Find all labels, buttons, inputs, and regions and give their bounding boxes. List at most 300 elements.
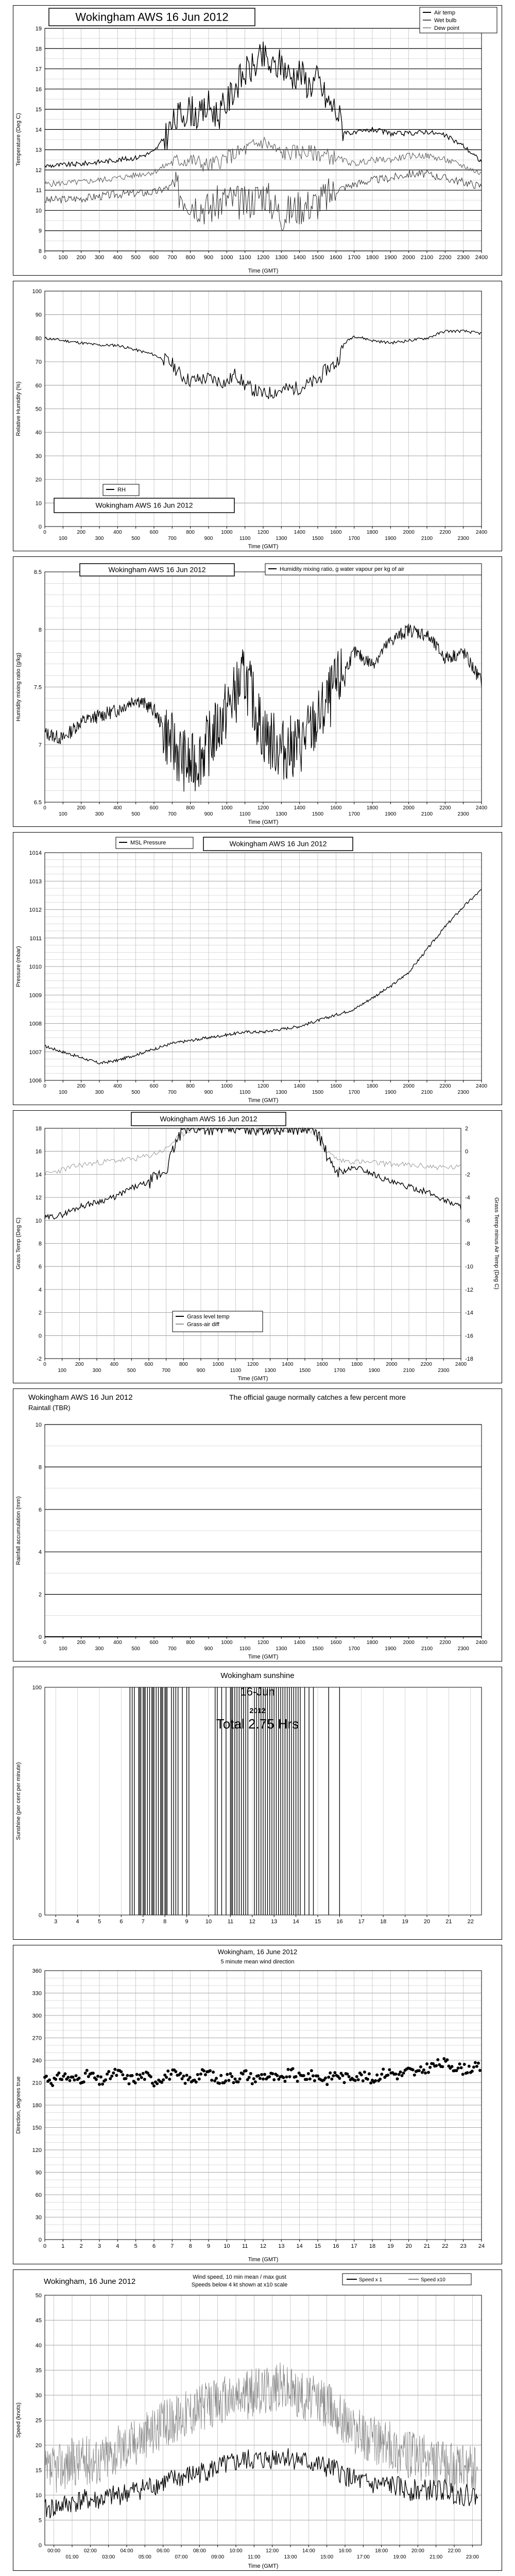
wind-direction-point (209, 2069, 212, 2072)
wind-direction-point (254, 2080, 257, 2083)
wind-direction-point (85, 2069, 89, 2072)
y-tick-label: 5 (38, 2517, 42, 2524)
wind-direction-point (181, 2077, 184, 2080)
x-tick-label: 400 (113, 1083, 122, 1089)
wind-direction-point (113, 2068, 116, 2071)
wind-direction-point (348, 2075, 351, 2078)
y-tick-label: 6.5 (33, 800, 42, 806)
wind-direction-point (75, 2074, 78, 2077)
x-tick-label: 1900 (385, 811, 397, 817)
x-tick-label: 0 (43, 1362, 46, 1367)
x-tick-label: 1100 (239, 1090, 251, 1095)
y-tick-label: 210 (32, 2080, 42, 2087)
x-tick-label: 1800 (366, 1640, 379, 1646)
x-tick-label: 2300 (457, 811, 469, 817)
y-tick-label: 8 (38, 626, 42, 633)
wind-direction-point (210, 2079, 213, 2082)
wind-direction-point (140, 2076, 143, 2079)
y-tick-label: 100 (32, 289, 42, 295)
wind-direction-point (227, 2079, 230, 2082)
x-tick-label: 20 (405, 2243, 412, 2249)
wind-direction-point (296, 2080, 299, 2083)
y-tick-label: 18 (35, 46, 42, 53)
wind-direction-point (399, 2071, 402, 2074)
wind-direction-point (185, 2074, 188, 2077)
y-tick-label: 19 (35, 26, 42, 32)
wind-direction-point (165, 2076, 168, 2079)
wind-direction-point (107, 2070, 110, 2073)
wind-direction-point (168, 2078, 171, 2081)
wind-direction-point (263, 2073, 266, 2076)
x-tick-label: 400 (113, 255, 123, 261)
y-tick-label: 12 (35, 167, 42, 174)
x-tick-label: 300 (95, 536, 104, 541)
x-tick-label: 900 (204, 811, 213, 817)
y2-tick-label: -8 (465, 1241, 470, 1247)
x-tick-label: 1700 (334, 1368, 346, 1374)
x-tick-label: 0 (43, 805, 46, 811)
x-tick-label: 1200 (257, 1083, 269, 1089)
y-tick-label: 30 (35, 2214, 42, 2221)
x-tick-label: 20 (423, 1919, 431, 1925)
wind-direction-point (215, 2077, 218, 2080)
x-tick-label: 2100 (421, 811, 433, 817)
wind-direction-point (411, 2069, 415, 2072)
x-tick-label: 200 (77, 805, 86, 811)
y-tick-label: 180 (32, 2103, 42, 2109)
wind-direction-point (325, 2083, 329, 2086)
wind-direction-point (119, 2070, 123, 2073)
x-tick-label: 6 (152, 2243, 156, 2249)
x-tick-label: 1800 (366, 1083, 379, 1089)
x-tick-label: 22:00 (448, 2548, 461, 2554)
y-tick-label: 300 (32, 2013, 42, 2019)
y-tick-label: 1010 (29, 964, 42, 970)
wind-direction-point (386, 2074, 389, 2077)
x-tick-label: 2300 (457, 1090, 469, 1095)
wind-direction-point (268, 2075, 271, 2078)
y2-tick-label: -2 (465, 1172, 470, 1178)
x-tick-label: 1100 (230, 1368, 242, 1374)
x-tick-label: 19 (402, 1919, 408, 1925)
x-tick-label: 5 (134, 2243, 138, 2249)
wind-direction-point (51, 2084, 54, 2087)
chart-title: Wokingham AWS 16 Jun 2012 (28, 1393, 133, 1402)
wind-direction-point (68, 2079, 72, 2082)
x-tick-label: 2400 (475, 1640, 488, 1646)
wind-direction-point (324, 2076, 327, 2079)
wind-direction-point (402, 2072, 405, 2075)
wind-direction-point (169, 2073, 173, 2076)
wind-direction-point (380, 2073, 383, 2076)
y-tick-label: 20 (35, 477, 42, 483)
x-tick-label: 300 (95, 811, 104, 817)
chart-note: The official gauge normally catches a few percent more (229, 1393, 406, 1401)
x-tick-label: 1300 (276, 1646, 287, 1652)
x-tick-label: 1100 (239, 536, 251, 541)
x-tick-label: 500 (131, 536, 141, 541)
x-axis-label: Time (GMT) (248, 2563, 279, 2569)
wind-direction-point (252, 2077, 255, 2080)
x-tick-label: 1000 (221, 805, 233, 811)
x-tick-label: 0 (43, 1083, 46, 1089)
wind-direction-point (374, 2079, 377, 2082)
wind-direction-point (468, 2065, 471, 2068)
y-tick-label: 35 (35, 2367, 42, 2374)
x-tick-label: 2400 (475, 530, 488, 535)
wind-direction-point (276, 2074, 279, 2077)
x-tick-label: 100 (58, 811, 67, 817)
x-tick-label: 1200 (247, 1362, 259, 1367)
x-tick-label: 7 (170, 2243, 174, 2249)
wind-direction-point (388, 2068, 391, 2071)
wind-direction-point (188, 2076, 192, 2079)
wind-direction-point (474, 2061, 477, 2064)
x-tick-label: 13 (278, 2243, 285, 2249)
wind-direction-point (121, 2073, 124, 2076)
y-tick-label: 1008 (29, 1021, 42, 1027)
x-tick-label: 1400 (293, 255, 306, 261)
wind-direction-point (288, 2075, 291, 2078)
x-tick-label: 13:00 (284, 2554, 297, 2560)
x-tick-label: 700 (162, 1368, 171, 1374)
y-tick-label: 50 (35, 406, 42, 413)
wind-direction-point (355, 2075, 358, 2078)
x-tick-label: 18 (380, 1919, 387, 1925)
x-tick-label: 9 (185, 1919, 188, 1925)
wind-direction-point (99, 2075, 102, 2078)
y-tick-label: 1011 (29, 935, 42, 942)
x-tick-label: 1900 (385, 1090, 397, 1095)
y-tick-label: 1006 (29, 1078, 42, 1084)
x-tick-label: 7 (141, 1919, 145, 1925)
wind-direction-point (134, 2081, 137, 2084)
x-axis-label: Time (GMT) (248, 1097, 279, 1104)
x-tick-label: 06:00 (157, 2548, 170, 2554)
wind-direction-point (179, 2072, 182, 2075)
y2-tick-label: -6 (465, 1217, 470, 1224)
x-tick-label: 16 (333, 2243, 339, 2249)
y-tick-label: 30 (35, 453, 42, 460)
wind-direction-point (458, 2062, 461, 2065)
x-tick-label: 1100 (239, 811, 251, 817)
wind-direction-point (156, 2082, 159, 2085)
wind-direction-point (137, 2078, 140, 2081)
x-tick-label: 21 (423, 2243, 431, 2249)
chart-subtitle: Wind speed, 10 min mean / max gust (193, 2274, 286, 2280)
x-tick-label: 1700 (348, 1090, 360, 1095)
wind-direction-point (202, 2070, 205, 2073)
y-tick-label: 240 (32, 2058, 42, 2064)
chart-title: Wokingham AWS 16 Jun 2012 (229, 839, 327, 848)
x-tick-label: 2000 (402, 255, 415, 261)
x-tick-label: 1000 (212, 1362, 224, 1367)
wind-direction-point (234, 2077, 237, 2080)
x-tick-label: 18 (369, 2243, 376, 2249)
y-tick-label: 270 (32, 2035, 42, 2042)
x-tick-label: 2100 (421, 1090, 433, 1095)
x-tick-label: 400 (110, 1362, 119, 1367)
wind-direction-point (445, 2058, 449, 2061)
x-tick-label: 1000 (220, 255, 233, 261)
y-tick-label: 2 (38, 1310, 42, 1316)
chart-title: Wokingham AWS 16 Jun 2012 (108, 565, 206, 574)
x-tick-label: 1300 (276, 1090, 287, 1095)
x-tick-label: 1900 (384, 255, 397, 261)
y-tick-label: 9 (38, 228, 42, 234)
x-tick-label: 5 (97, 1919, 101, 1925)
x-tick-label: 500 (131, 255, 141, 261)
x-tick-label: 23:00 (466, 2554, 479, 2560)
x-tick-label: 900 (204, 1090, 213, 1095)
y-tick-label: 10 (35, 1217, 42, 1224)
y-tick-label: 17 (35, 66, 42, 73)
x-tick-label: 21 (445, 1919, 452, 1925)
panel-frame (13, 1389, 502, 1662)
x-tick-label: 4 (116, 2243, 119, 2249)
wind-direction-point (78, 2077, 81, 2080)
x-tick-label: 900 (204, 1646, 213, 1652)
wind-direction-point (413, 2074, 416, 2077)
wind-direction-point (435, 2064, 438, 2067)
x-tick-label: 2100 (420, 255, 434, 261)
x-tick-label: 1100 (239, 1646, 251, 1652)
x-tick-label: 1200 (257, 805, 269, 811)
wind-direction-point (329, 2072, 332, 2075)
y-tick-label: 1009 (29, 992, 42, 999)
y-tick-label: 90 (35, 2170, 42, 2176)
y2-axis-label: Grass Temp minus Air Temp (Deg C) (493, 1197, 500, 1290)
y2-tick-label: -18 (465, 1356, 473, 1362)
y2-tick-label: 0 (465, 1148, 469, 1155)
temperature-chart (13, 5, 502, 276)
wind-direction-point (212, 2071, 215, 2074)
wind-direction-point (362, 2079, 365, 2082)
wind-direction-point (466, 2071, 469, 2074)
wind-direction-point (418, 2069, 421, 2072)
wind-direction-point (312, 2074, 315, 2077)
x-tick-label: 1400 (294, 805, 305, 811)
x-tick-label: 2000 (403, 805, 415, 811)
wind-direction-point (112, 2072, 115, 2075)
wind-direction-point (54, 2078, 57, 2081)
wind-direction-point (463, 2063, 466, 2066)
wind-direction-point (174, 2070, 177, 2073)
x-tick-label: 3 (54, 1919, 58, 1925)
legend-label: Speed x10 (421, 2277, 445, 2283)
wind-direction-point (126, 2074, 129, 2077)
x-tick-label: 19 (387, 2243, 394, 2249)
x-tick-label: 20:00 (411, 2548, 424, 2554)
x-tick-label: 1900 (385, 1646, 397, 1652)
x-tick-label: 2300 (457, 1646, 469, 1652)
x-tick-label: 16 (336, 1919, 343, 1925)
wind-direction-point (338, 2077, 341, 2080)
y-axis-label: Relative Humidity (%) (15, 381, 22, 436)
x-tick-label: 0 (43, 1640, 46, 1646)
x-tick-label: 2200 (439, 255, 452, 261)
wind-direction-point (305, 2078, 308, 2081)
x-tick-label: 300 (94, 255, 105, 261)
wind-direction-point (109, 2077, 112, 2080)
x-tick-label: 1600 (330, 1083, 342, 1089)
y-axis-label: Humidity mixing ratio (g/kg) (15, 652, 22, 722)
x-tick-label: 800 (186, 805, 195, 811)
chart-title: Wokingham AWS 16 Jun 2012 (95, 501, 193, 510)
x-tick-label: 1300 (275, 255, 288, 261)
x-tick-label: 1000 (221, 1083, 233, 1089)
y-tick-label: 50 (35, 2293, 42, 2299)
x-tick-label: 12 (249, 1919, 255, 1925)
x-tick-label: 14 (293, 1919, 299, 1925)
y2-tick-label: -10 (465, 1264, 473, 1270)
wind-direction-point (251, 2082, 254, 2086)
x-tick-label: 1200 (256, 255, 270, 261)
x-tick-label: 1300 (276, 811, 287, 817)
y-axis-label: Speed (knots) (15, 2402, 22, 2438)
x-tick-label: 3 (97, 2243, 101, 2249)
x-tick-label: 800 (186, 1083, 195, 1089)
wind-direction-point (195, 2080, 198, 2083)
x-tick-label: 01:00 (65, 2554, 79, 2560)
wind-direction-point (199, 2073, 202, 2076)
x-tick-label: 2000 (403, 530, 415, 535)
wind-direction-point (460, 2066, 463, 2070)
y2-tick-label: -14 (465, 1310, 473, 1316)
x-tick-label: 2400 (455, 1362, 467, 1367)
wind-direction-point (363, 2071, 366, 2074)
x-tick-label: 11:00 (248, 2554, 261, 2560)
wind-direction-point (441, 2065, 444, 2068)
wind-direction-point (295, 2075, 298, 2078)
wind-direction-point (128, 2082, 131, 2086)
wind-direction-point (166, 2070, 169, 2073)
x-tick-label: 2200 (420, 1362, 432, 1367)
y-tick-label: 7.5 (33, 684, 42, 691)
wind-direction-point (427, 2071, 430, 2074)
y-tick-label: 4 (38, 1549, 42, 1556)
wind-direction-point (95, 2078, 98, 2081)
x-tick-label: 300 (95, 1090, 104, 1095)
x-axis-label: Time (GMT) (237, 1376, 268, 1382)
wind-direction-point (396, 2077, 399, 2080)
y-tick-label: 60 (35, 2192, 42, 2198)
wind-direction-point (472, 2065, 475, 2069)
wind-direction-point (184, 2082, 187, 2085)
x-tick-label: 15 (314, 1919, 321, 1925)
y-tick-label: 0 (38, 524, 42, 530)
wind-direction-point (291, 2067, 295, 2070)
x-tick-label: 16:00 (338, 2548, 352, 2554)
wind-direction-point (442, 2057, 445, 2060)
y-tick-label: 330 (32, 1990, 42, 1997)
x-tick-label: 11 (227, 1919, 234, 1925)
y-tick-label: 10 (35, 208, 42, 214)
wind-direction-point (151, 2082, 154, 2085)
x-tick-label: 13 (271, 1919, 278, 1925)
wind-direction-point (333, 2071, 336, 2074)
x-tick-label: 2200 (439, 530, 451, 535)
x-tick-label: 15:00 (320, 2554, 334, 2560)
y-tick-label: 1012 (29, 907, 42, 913)
x-tick-label: 1 (61, 2243, 65, 2249)
x-tick-label: 500 (127, 1368, 136, 1374)
x-tick-label: 100 (58, 1090, 67, 1095)
chart-title: Wokingham, 16 June 2012 (44, 2277, 136, 2286)
wind-direction-point (262, 2077, 265, 2080)
y-tick-label: 40 (35, 2343, 42, 2349)
y-tick-label: 100 (32, 1685, 42, 1691)
wind-direction-point (198, 2077, 201, 2080)
wind-direction-point (283, 2080, 286, 2083)
y-tick-label: 15 (35, 107, 42, 113)
wind-direction-point (422, 2069, 425, 2072)
wind-direction-point (401, 2074, 404, 2077)
x-tick-label: 600 (149, 530, 159, 535)
legend-label: Humidity mixing ratio, g water vapour per kg of air (280, 566, 405, 572)
legend-label: MSL Pressure (130, 840, 166, 846)
x-tick-label: 400 (113, 530, 122, 535)
wind-direction-point (366, 2078, 369, 2081)
wind-direction-chart (13, 1945, 502, 2264)
x-tick-label: 1500 (311, 255, 324, 261)
wind-direction-point (84, 2072, 87, 2075)
x-tick-label: 2000 (403, 1083, 415, 1089)
x-tick-label: 12 (260, 2243, 267, 2249)
wind-direction-point (152, 2084, 156, 2088)
wind-direction-point (308, 2077, 312, 2080)
x-tick-label: 1500 (312, 1646, 324, 1652)
x-tick-label: 2200 (439, 1640, 451, 1646)
x-tick-label: 200 (77, 530, 86, 535)
x-tick-label: 9 (207, 2243, 211, 2249)
panel-frame (13, 833, 502, 1105)
wind-direction-point (92, 2072, 95, 2075)
wind-direction-point (101, 2082, 104, 2086)
legend-label: RH (117, 487, 126, 493)
x-tick-label: 900 (203, 255, 214, 261)
x-tick-label: 1700 (348, 1646, 360, 1652)
x-tick-label: 600 (149, 255, 159, 261)
wind-direction-point (287, 2068, 290, 2071)
x-tick-label: 2 (79, 2243, 83, 2249)
wind-direction-point (259, 2077, 262, 2080)
x-tick-label: 2100 (421, 1646, 433, 1652)
humidity-chart (13, 281, 502, 551)
y-tick-label: 7 (38, 742, 42, 749)
x-tick-label: 8 (188, 2243, 192, 2249)
wind-direction-point (346, 2073, 349, 2076)
wind-direction-point (327, 2076, 330, 2079)
y-tick-label: 10 (35, 2493, 42, 2499)
chart-title: Wokingham AWS 16 Jun 2012 (75, 10, 229, 24)
y-tick-label: 80 (35, 335, 42, 342)
x-tick-label: 4 (76, 1919, 79, 1925)
wind-direction-point (204, 2073, 207, 2076)
x-tick-label: 200 (75, 1362, 84, 1367)
x-tick-label: 2400 (475, 1083, 488, 1089)
x-tick-label: 1300 (264, 1368, 276, 1374)
x-tick-label: 500 (131, 1646, 141, 1652)
y-tick-label: 15 (35, 2467, 42, 2474)
x-tick-label: 1600 (330, 805, 342, 811)
wind-direction-point (419, 2065, 422, 2069)
x-tick-label: 8 (163, 1919, 167, 1925)
wind-direction-point (248, 2076, 251, 2079)
wind-direction-point (82, 2080, 85, 2083)
wind-direction-point (357, 2078, 360, 2081)
y-tick-label: 30 (35, 2393, 42, 2399)
